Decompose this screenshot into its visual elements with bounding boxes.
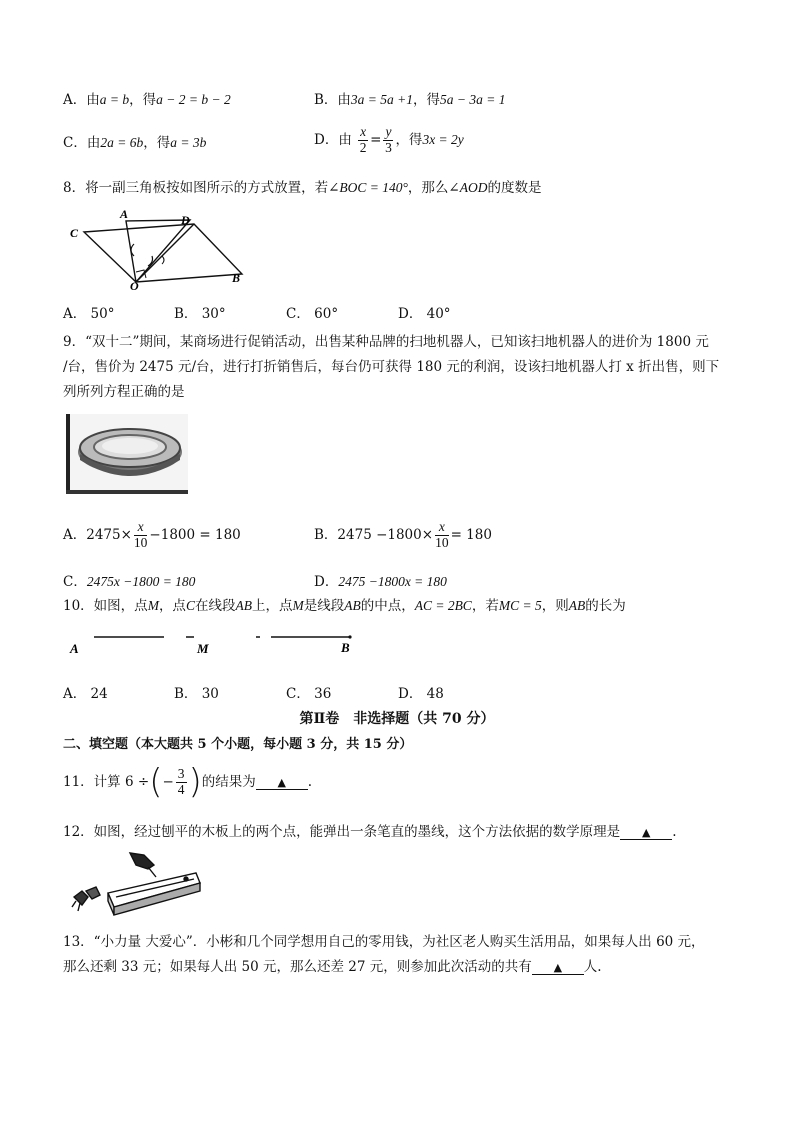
q7-option-a: A．由a = b，得a − 2 = b − 2 bbox=[63, 92, 231, 108]
q12-answer-blank[interactable]: ▲ bbox=[620, 826, 672, 840]
q8-label-a: A bbox=[120, 207, 129, 221]
hand-icon bbox=[130, 853, 154, 869]
q8-option-d: D． 40° bbox=[398, 306, 451, 322]
q8-stem: 8．将一副三角板按如图所示的方式放置，若∠BOC = 140°，那么∠AOD的度数是 bbox=[63, 180, 542, 196]
q8-quadrilateral-outline bbox=[84, 224, 242, 282]
part2-title: 第Ⅱ卷 非选择题（共 70 分） bbox=[299, 711, 495, 727]
q10-segment-figure bbox=[66, 628, 366, 658]
section2-title: 二、填空题（本大题共 5 个小题，每小题 3 分，共 15 分） bbox=[63, 737, 413, 752]
q10-option-b: B． 30 bbox=[174, 686, 219, 702]
q13-answer-blank[interactable]: ▲ bbox=[532, 961, 584, 975]
robot-vacuum-image bbox=[66, 414, 188, 494]
q10-option-c: C． 36 bbox=[286, 686, 332, 702]
q9-option-a: A．2475× $\frac{x}{10}$ −1800 = 180 bbox=[63, 519, 241, 550]
q12-stem: 12．如图，经过刨平的木板上的两个点，能弹出一条笔直的墨线，这个方法依据的数学原理是 ▲ . bbox=[63, 824, 677, 840]
q13-stem-line1: 13．“小力量 大爱心”．小彬和几个同学想用自己的零用钱，为社区老人购买生活用品，如果每人出 60 元， bbox=[63, 934, 705, 950]
q7-option-d: D．由 $\frac{x}{2}$ = $\frac{y}{3}$ ，得3x = 2y bbox=[314, 124, 464, 155]
q9-stem-line2: /台，售价为 2475 元/台，进行打折销售后，每台仍可获得 180 元的利润，设该扫地机器人打 x 折出售，则下 bbox=[63, 359, 720, 375]
q9-option-b: B．2475 −1800× $\frac{x}{10}$ = 180 bbox=[314, 519, 492, 550]
q7-option-c: C．由2a = 6b，得a = 3b bbox=[63, 135, 207, 151]
q10-label-m: M bbox=[197, 641, 209, 656]
q10-label-b: B bbox=[341, 640, 350, 655]
q13-stem-line2: 那么还剩 33 元；如果每人出 50 元，那么还差 27 元，则参加此次活动的共有 ▲ 人. bbox=[63, 959, 602, 975]
q8-triangle-figure bbox=[64, 206, 254, 292]
q8-triangle-aod bbox=[126, 220, 190, 282]
q11-stem: 11．计算 6 ÷(− $\frac{3}{4}$ )的结果为 ▲ . bbox=[63, 762, 313, 802]
q8-option-b: B． 30° bbox=[174, 306, 226, 322]
q8-label-b: B bbox=[232, 271, 241, 285]
q9-stem-line3: 列所列方程正确的是 bbox=[63, 384, 185, 400]
q9-option-c: C．2475x −1800 = 180 bbox=[63, 574, 196, 590]
q10-label-a: A bbox=[70, 641, 79, 656]
q8-option-c: C． 60° bbox=[286, 306, 339, 322]
wood-board-ink-line-image bbox=[70, 849, 210, 921]
q8-label-c: C bbox=[70, 226, 79, 240]
q8-option-a: A． 50° bbox=[63, 306, 115, 322]
q9-option-d: D．2475 −1800x = 180 bbox=[314, 574, 447, 590]
q10-option-a: A． 24 bbox=[63, 686, 108, 702]
q10-stem: 10．如图，点M，点C在线段AB上，点M是线段AB的中点，AC = 2BC，若MC = 5，则AB的长为 bbox=[63, 598, 626, 614]
q8-label-o: O bbox=[130, 279, 139, 292]
q11-answer-blank[interactable]: ▲ bbox=[256, 776, 308, 790]
q8-label-d: D bbox=[181, 213, 190, 227]
q7-option-b: B．由3a = 5a +1，得5a − 3a = 1 bbox=[314, 92, 506, 108]
q10-option-d: D． 48 bbox=[398, 686, 444, 702]
q9-stem-line1: 9．“双十二”期间，某商场进行促销活动，出售某种品牌的扫地机器人，已知该扫地机器人的进价为 1800 元 bbox=[63, 334, 709, 350]
